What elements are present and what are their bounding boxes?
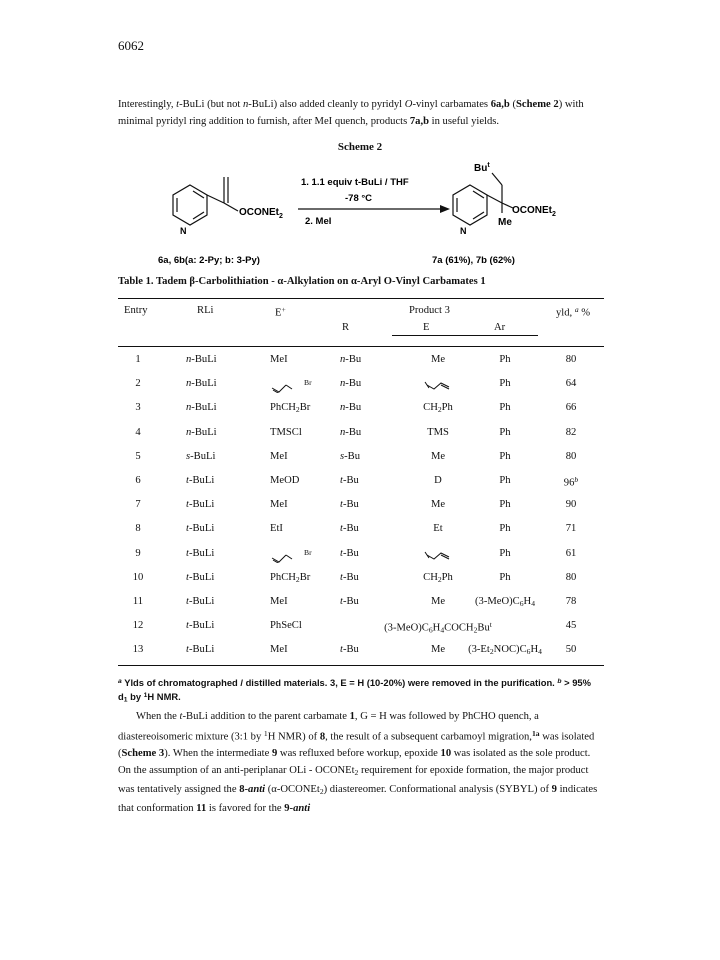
table-cell-e: TMS — [427, 426, 449, 438]
table-cell-e: $(3-MeO)C_6H_4COCH_2Bu^t$ — [384, 620, 492, 635]
table-cell-rli: n-BuLi — [186, 426, 217, 438]
header-rli: RLi — [197, 305, 214, 316]
table-cell-entry: 6 — [135, 475, 141, 486]
table-cell-eplus: MeOD — [270, 475, 300, 486]
table-cell-e: Me — [430, 596, 446, 607]
header-ar: Ar — [494, 322, 506, 333]
right-group-label: OCONEt$_2$ — [512, 205, 556, 218]
table-cell-ar: Ph — [499, 547, 511, 559]
text-run: ( — [509, 99, 517, 110]
table-cell-rli: t-BuLi — [186, 620, 215, 632]
table-cell-yld: 64 — [565, 378, 577, 390]
table-cell-entry: 9 — [135, 547, 141, 559]
table-cell-ar: $(3-MeO)C_6H_4$ — [475, 596, 535, 608]
header-entry: Entry — [124, 305, 148, 316]
table-cell-e: Me — [430, 644, 446, 656]
table-cell-r: t-Bu — [340, 475, 359, 486]
table-bottom-rule — [118, 665, 604, 666]
table-cell-entry: 1 — [135, 354, 141, 365]
table-cell-eplus: MeI — [270, 644, 288, 656]
table-cell-yld: 82 — [565, 426, 577, 438]
table-cell-rli: t-BuLi — [186, 475, 215, 486]
header-product: Product 3 — [409, 305, 450, 316]
table-cell-eplus: Br — [270, 378, 312, 393]
compound-ref: 7a,b — [409, 116, 429, 127]
table-cell-e: Me — [430, 354, 446, 365]
table-cell-ar: Ph — [499, 354, 511, 365]
table-cell-e: Et — [433, 523, 443, 535]
text-run: -BuLi (but not — [179, 99, 243, 110]
body-paragraph: When the t-BuLi addition to the parent carbamate 1, G = H was followed by PhCHO quench, a diastereoisomeric mixture (3:1 by $^1$H NMR) of 8, the result of a subsequent carbamoyl migration,$^{1a}$ was isolated (Scheme 3). When the intermediate 9 was refluxed before workup, epoxide 10 was isolated as the sole product. On the assumption of an anti-periplanar OLi - OCONEt$_2$ requirement for epoxide formation, the major product was tentatively assigned the 8-anti (α-OCONEt$_2$) diastereomer. Conformational analysis (SYBYL) of 9 indicates that conformation 11 is favored for the 9-anti — [118, 711, 598, 815]
reaction-arrow — [298, 205, 450, 213]
table-cell-rli: s-BuLi — [186, 450, 216, 462]
table-cell-entry: 2 — [135, 378, 141, 390]
left-group-label: OCONEt$_2$ — [239, 207, 283, 220]
table-cell-eplus: Br — [270, 548, 312, 563]
right-me-label: Me — [498, 217, 512, 228]
table-cell-e: $CH_2Ph$ — [423, 571, 453, 584]
text-run: t — [176, 99, 180, 110]
table-cell-e — [421, 548, 455, 562]
right-top-label: Bu$^t$ — [474, 162, 490, 174]
table-cell-ar: Ph — [499, 426, 511, 438]
table-cell-e: $CH_2Ph$ — [423, 402, 453, 415]
table-cell-eplus: EtI — [270, 523, 283, 535]
table-cell-rli: n-BuLi — [186, 378, 217, 390]
text-run: -vinyl carbamates — [412, 99, 491, 110]
table-cell-yld: 80 — [565, 571, 577, 583]
reagent-line1: 1. 1.1 equiv t-BuLi / THF — [301, 177, 409, 188]
table-cell-rli: n-BuLi — [186, 354, 217, 365]
page-number: 6062 — [118, 38, 144, 53]
reaction-scheme — [0, 155, 720, 275]
table-cell-eplus: TMSCl — [270, 426, 302, 438]
allyl-group-icon — [421, 378, 455, 392]
table-cell-r: t-Bu — [340, 499, 359, 511]
table-cell-yld: 66 — [565, 402, 577, 414]
allyl-bromide-icon — [270, 379, 304, 393]
table-cell-entry: 8 — [135, 523, 141, 535]
left-pyridine-ring — [173, 177, 238, 225]
table-cell-ar: Ph — [499, 571, 511, 583]
table-cell-entry: 12 — [132, 620, 144, 632]
table-cell-entry: 3 — [135, 402, 141, 414]
reagent-line3: 2. MeI — [305, 216, 332, 227]
table-top-rule — [118, 298, 604, 299]
table-cell-r: t-Bu — [340, 571, 359, 583]
table-cell-r: n-Bu — [340, 378, 362, 390]
table-cell-eplus: MeI — [270, 596, 288, 607]
table-cell-yld: 80 — [565, 354, 577, 365]
table-footnote: $^a$ Ylds of chromatographed / distilled materials. 3, E = H (10-20%) were removed in the purification. $^b$ > 95% $d_1$ by $^1$H NMR. — [118, 677, 591, 704]
table-cell-rli: t-BuLi — [186, 644, 215, 656]
left-caption: 6a, 6b(a: 2-Py; b: 3-Py) — [158, 255, 260, 266]
left-n-label: N — [180, 226, 187, 236]
header-yld: yld, $^a$ % — [556, 305, 591, 319]
table-cell-rli: t-BuLi — [186, 571, 215, 583]
table-cell-rli: t-BuLi — [186, 547, 215, 559]
allyl-bromide-icon — [270, 549, 304, 563]
table-cell-e — [421, 378, 455, 392]
scheme-ref: Scheme 2 — [516, 99, 559, 110]
table-cell-r: t-Bu — [340, 596, 359, 607]
table-cell-eplus: MeI — [270, 499, 288, 511]
table-cell-entry: 5 — [135, 450, 141, 462]
header-e: E — [423, 322, 430, 333]
table-cell-ar: Ph — [499, 523, 511, 535]
table-cell-ar: Ph — [499, 499, 511, 511]
scheme-title: Scheme 2 — [337, 141, 383, 153]
table-cell-r: s-Bu — [340, 450, 361, 462]
table-cell-rli: n-BuLi — [186, 402, 217, 414]
table-cell-r: t-Bu — [340, 523, 359, 535]
text-run: -BuLi) also added cleanly to pyridyl — [248, 99, 405, 110]
text-run: in useful yields. — [429, 116, 500, 127]
table-cell-r: n-Bu — [340, 402, 362, 414]
reagent-line2: -78 °C — [345, 193, 373, 204]
table-cell-ar: Ph — [499, 475, 511, 486]
intro-paragraph — [118, 96, 602, 130]
table-caption: Table 1. Tadem β-Carbolithiation - α-Alkylation on α-Aryl O-Vinyl Carbamates 1 — [118, 276, 486, 287]
table-cell-eplus: PhSeCl — [270, 620, 302, 632]
compound-ref: 6a,b — [490, 99, 510, 110]
table-cell-e: Me — [430, 450, 446, 462]
table-cell-rli: t-BuLi — [186, 596, 215, 607]
table-cell-yld: 50 — [565, 644, 577, 656]
table-cell-eplus: PhCH$_2$Br — [270, 402, 311, 415]
table-cell-entry: 11 — [132, 596, 144, 607]
table-cell-entry: 13 — [132, 644, 144, 656]
text-run: n — [242, 99, 249, 110]
right-n-label: N — [460, 226, 467, 236]
table-cell-ar: $(3-Et_2NOC)C_6H_4$ — [468, 644, 542, 657]
table-cell-ar: Ph — [499, 402, 511, 414]
right-caption: 7a (61%), 7b (62%) — [432, 255, 515, 266]
table-cell-eplus: PhCH$_2$Br — [270, 571, 311, 584]
header-r: R — [342, 322, 350, 333]
table-cell-rli: t-BuLi — [186, 523, 215, 535]
table-cell-yld: 45 — [565, 620, 577, 632]
table-cell-r: n-Bu — [340, 426, 362, 438]
table-cell-yld: 80 — [565, 450, 577, 462]
table-cell-ar: Ph — [499, 450, 511, 462]
table-cell-ar: Ph — [499, 378, 511, 390]
table-cell-yld: 71 — [565, 523, 577, 535]
table-cell-entry: 4 — [135, 426, 141, 438]
table-cell-yld: 61 — [565, 547, 577, 559]
product-subrule — [392, 335, 538, 336]
table-cell-e: Me — [430, 499, 446, 511]
table-header-rule — [118, 346, 604, 347]
text-run: Interestingly, — [118, 99, 177, 110]
table-cell-yld: 96$^b$ — [563, 475, 579, 489]
table-cell-e: D — [434, 475, 442, 486]
table-cell-rli: t-BuLi — [186, 499, 215, 511]
header-eplus: E+ — [275, 305, 286, 319]
text-run: ) with minimal pyridyl ring addition to furnish, after MeI quench, products — [118, 99, 584, 127]
table-cell-r: t-Bu — [340, 547, 359, 559]
table-cell-entry: 7 — [135, 499, 141, 511]
table-cell-eplus: MeI — [270, 354, 288, 365]
table-cell-eplus: MeI — [270, 450, 288, 462]
table-cell-yld: 90 — [565, 499, 577, 511]
table-cell-r: t-Bu — [340, 644, 359, 656]
table-cell-r: n-Bu — [340, 354, 362, 365]
table-cell-entry: 10 — [132, 571, 144, 583]
table-cell-yld: 78 — [565, 596, 577, 607]
allyl-group-icon — [421, 548, 455, 562]
text-run: O — [404, 99, 413, 110]
